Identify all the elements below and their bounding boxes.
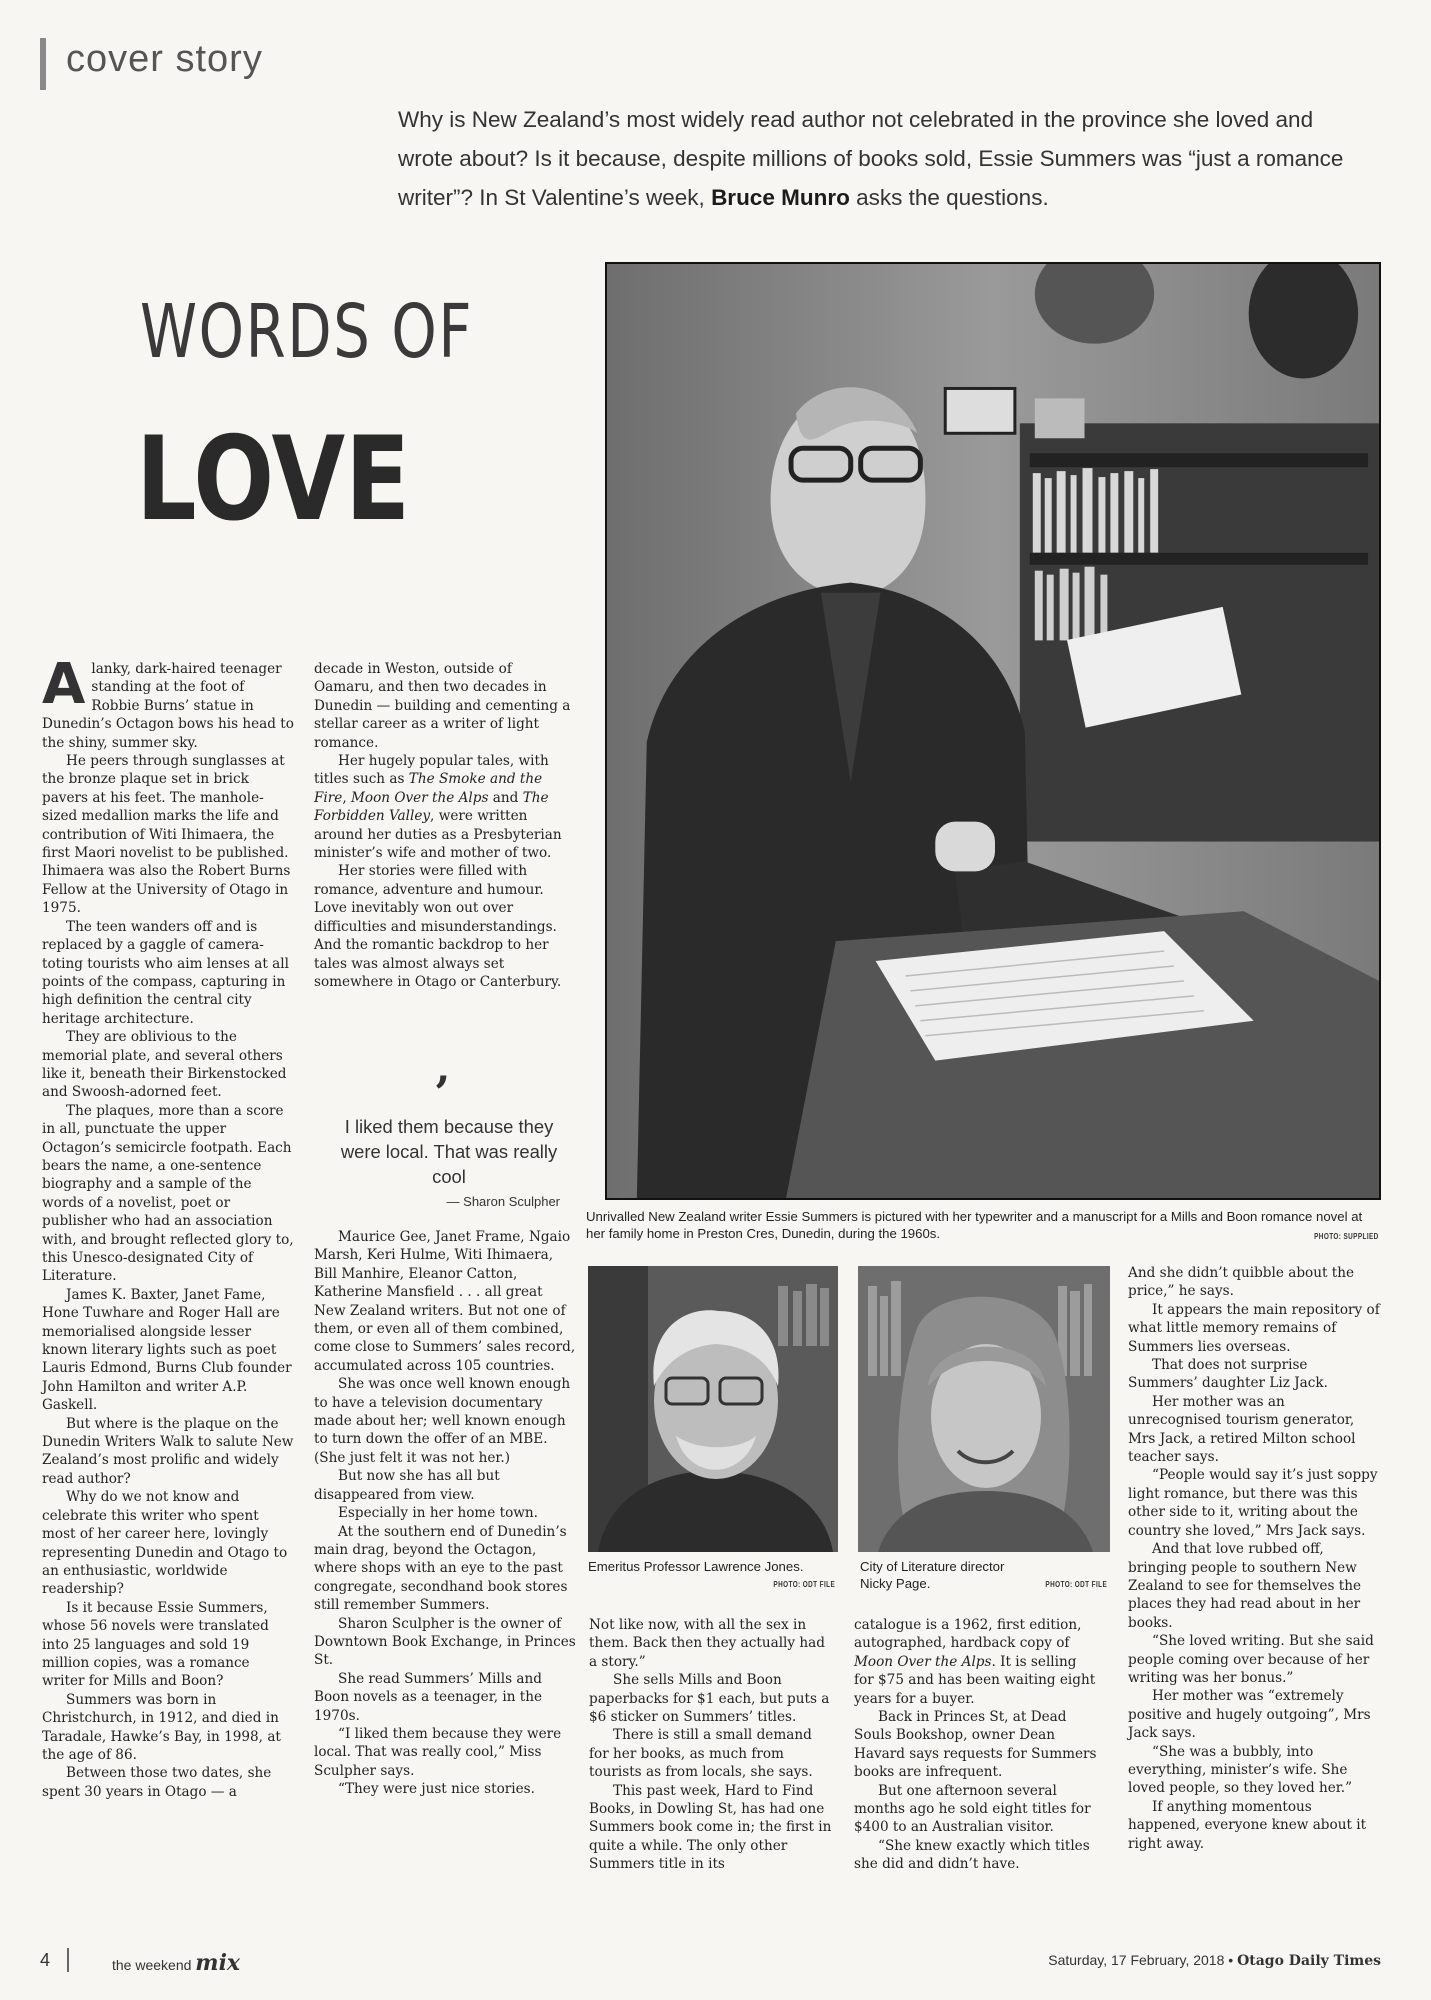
article-paragraph: The teen wanders off and is replaced by a gaggle of camera-toting tourists who aim lenses at all points of the compass, capturing in high definition the central city heritage architecture. xyxy=(42,918,289,1027)
standfirst-end: asks the questions. xyxy=(849,185,1049,210)
article-paragraph: And that love rubbed off, bringing people to southern New Zealand to see for themselves the places they had read about in her books. xyxy=(1128,1541,1362,1631)
brand-prefix: the weekend xyxy=(112,1957,192,1973)
text-run: , xyxy=(342,789,351,806)
article-paragraph: James K. Baxter, Janet Fame, Hone Tuwhare and Roger Hall are memorialised alongside lesser known literary lights such as poet Lauris Edmond, Burns Club founder John Hamilton and writer A.P. Gaskell. xyxy=(42,1286,292,1414)
article-paragraph: “She was a bubbly, into everything, minister’s wife. She loved people, so they loved her.” xyxy=(1128,1743,1353,1797)
article-paragraph: That does not surprise Summers’ daughter Liz Jack. xyxy=(1128,1357,1328,1392)
article-paragraph: The plaques, more than a score in all, punctuate the upper Octagon’s semicircle footpath. Each bears the name, a one-sentence biography and a sample of the words of a novelist, poet or publisher who had an association with, and brought reflected glory to, this Unesco-designated City of Literature. xyxy=(42,1102,294,1285)
article-paragraph xyxy=(854,1616,1097,1708)
brand-name: mix xyxy=(195,1950,241,1976)
article-paragraph: Not like now, with all the sex in them. Back then they actually had a story.” xyxy=(589,1617,825,1670)
article-paragraph: She was once well known enough to have a television documentary made about her; well known enough to turn down the offer of an MBE. (She just felt it was not her.) xyxy=(314,1376,571,1466)
text-run: catalogue is a 1962, first edition, autographed, hardback copy of xyxy=(854,1617,1082,1652)
page-photo xyxy=(858,1266,1110,1552)
book-title: The Forbidden Valley xyxy=(314,789,549,825)
standfirst-text: Why is New Zealand’s most widely read author not celebrated in the province she loved and wrote about? Is it because, despite millions of books sold, Essie Summers was “just a romance writer”? In St Valentine’s week, xyxy=(398,107,1344,210)
headline-line-1: WORDS OF xyxy=(140,289,474,375)
article-paragraph: Maurice Gee, Janet Frame, Ngaio Marsh, Keri Hulme, Witi Ihimaera, Bill Manhire, Eleanor Catton, Katherine Mansfield . . . all great New Zealand writers. But not one of them, or even all of them combined, come close to Summers’ sales record, accumulated across 105 countries. xyxy=(314,1229,576,1374)
pull-quote-attribution: — Sharon Sculpher xyxy=(446,1194,560,1209)
article-paragraph: “People would say it’s just soppy light romance, but there was this other side to it, writing about the country she loved,” Mrs Jack says. xyxy=(1128,1467,1378,1539)
issue-date: Saturday, 17 February, 2018 • xyxy=(1048,1952,1238,1968)
publication-name: Otago Daily Times xyxy=(1237,1953,1381,1969)
article-paragraph: Her mother was “extremely positive and hugely outgoing”, Mrs Jack says. xyxy=(1128,1688,1371,1742)
page-caption-line-2: Nicky Page. xyxy=(860,1576,931,1591)
article-column-2 xyxy=(314,660,576,991)
article-paragraph: “She loved writing. But she said people coming over because of her writing was her bonus.” xyxy=(1128,1633,1374,1686)
section-label: cover story xyxy=(66,38,263,80)
article-paragraph: But now she has all but disappeared from view. xyxy=(314,1468,500,1503)
pull-quote-text: I liked them because they were local. That was really cool xyxy=(340,1116,558,1187)
main-photo-caption: Unrivalled New Zealand writer Essie Summers is pictured with her typewriter and a manuscript for a Mills and Boon romance novel at her family home in Preston Cres, Dunedin, during the 1960s. xyxy=(586,1209,1363,1241)
jones-photo xyxy=(588,1266,838,1552)
article-paragraph: If anything momentous happened, everyone knew about it right away. xyxy=(1128,1798,1367,1852)
book-title: Moon Over the Alps xyxy=(854,1653,992,1670)
footer-brand xyxy=(112,1950,240,1976)
article-paragraph: lanky, dark-haired teenager standing at the foot of Robbie Burns’ statue in Dunedin’s Octagon bows his head to the shiny, summer sky. xyxy=(42,661,294,751)
article-paragraph: “I liked them because they were local. That was really cool,” Miss Sculpher says. xyxy=(314,1725,562,1779)
article-paragraph: Between those two dates, she spent 30 years in Otago — a xyxy=(42,1765,272,1800)
article-paragraph: Her stories were filled with romance, adventure and humour. Love inevitably won out over difficulties and misunderstandings. And the romantic backdrop to her tales was almost always set somewhere in Otago or Canterbury. xyxy=(314,863,562,990)
standfirst-author: Bruce Munro xyxy=(711,185,850,210)
text-run: , were written around her duties as a Presbyterian minister’s wife and mother of two. xyxy=(314,808,562,862)
headline-line-2: LOVE xyxy=(136,412,411,547)
page-number: 4 xyxy=(40,1950,51,1970)
article-paragraph: Why do we not know and celebrate this writer who spent most of her career here, lovingly representing Dunedin and Otago to an enthusiastic, worldwide readership? xyxy=(42,1489,288,1598)
article-paragraph: He peers through sunglasses at the bronze plaque set in brick pavers at his feet. The manhole-sized medallion marks the life and contribution of Witi Ihimaera, the first Maori novelist to be published. Ihimaera was also the Robert Burns Fellow at the University of Otago in 1975. xyxy=(42,753,291,917)
main-photo-credit: PHOTO: SUPPLIED xyxy=(1314,1232,1379,1241)
article-column-5 xyxy=(1128,1264,1380,1853)
article-paragraph: Sharon Sculpher is the owner of Downtown Book Exchange, in Princes St. xyxy=(314,1615,576,1669)
article-paragraph: Her mother was an unrecognised tourism generator, Mrs Jack, a retired Milton school teacher says. xyxy=(1128,1393,1356,1466)
book-title: The Smoke and the Fire xyxy=(314,771,543,806)
article-paragraph: “They were just nice stories. xyxy=(338,1781,535,1798)
article-column-1 xyxy=(42,652,294,1801)
section-bar xyxy=(40,38,46,90)
article-paragraph: At the southern end of Dunedin’s main drag, beyond the Octagon, where shops with an eye to the past congregate, secondhand book stores still remember Summers. xyxy=(314,1523,568,1614)
page-caption-line-1: City of Literature director xyxy=(860,1559,1005,1574)
text-run: . It is selling for $75 and has been waiting eight years for a buyer. xyxy=(854,1653,1096,1707)
book-title: Moon Over the Alps xyxy=(350,789,489,806)
article-column-4 xyxy=(854,1616,1097,1874)
text-run: and xyxy=(488,789,523,806)
article-paragraph: Back in Princes St, at Dead Souls Bookshop, owner Dean Havard says requests for Summers books are infrequent. xyxy=(854,1709,1097,1781)
article-paragraph: But one afternoon several months ago he sold eight titles for $400 to an Australian visitor. xyxy=(854,1782,1091,1836)
article-paragraph: This past week, Hard to Find Books, in Dowling St, has had one Summers book come in; the first in quite a while. The only other Summers title in its xyxy=(589,1782,832,1873)
article-paragraph: Summers was born in Christchurch, in 1912, and died in Taradale, Hawke’s Bay, in 1998, at the age of 86. xyxy=(42,1691,281,1763)
pull-quote-mark: ’ xyxy=(434,1066,451,1120)
main-photo xyxy=(605,262,1381,1200)
article-paragraph: She sells Mills and Boon paperbacks for $1 each, but puts a $6 sticker on Summers’ titles. xyxy=(589,1672,830,1726)
article-paragraph: Especially in her home town. xyxy=(338,1505,539,1522)
jones-credit: PHOTO: ODT FILE xyxy=(773,1580,835,1589)
article-paragraph: They are oblivious to the memorial plate, and several others like it, beneath their Birkenstocked and Swoosh-adorned feet. xyxy=(42,1029,287,1101)
footer-date xyxy=(1048,1952,1381,1969)
page-credit: PHOTO: ODT FILE xyxy=(1045,1580,1107,1589)
article-paragraph: She read Summers’ Mills and Boon novels as a teenager, in the 1970s. xyxy=(314,1670,543,1724)
jones-caption: Emeritus Professor Lawrence Jones. xyxy=(588,1559,804,1574)
footer-divider xyxy=(67,1948,69,1972)
article-paragraph: Is it because Essie Summers, whose 56 novels were translated into 25 languages and sold 19 million copies, was a romance writer for Mills and Boon? xyxy=(42,1599,269,1690)
article-paragraph: And she didn’t quibble about the price,” he says. xyxy=(1128,1265,1355,1300)
article-paragraph: But where is the plaque on the Dunedin Writers Walk to salute New Zealand’s most prolific and widely read author? xyxy=(42,1415,294,1487)
article-column-2-lower xyxy=(314,1228,576,1799)
article-paragraph: There is still a small demand for her books, as much from tourists as from locals, she says. xyxy=(589,1727,813,1781)
article-column-3 xyxy=(589,1616,834,1874)
article-paragraph xyxy=(314,752,576,862)
text-run: Her hugely popular tales, with titles such as xyxy=(314,753,549,788)
article-paragraph: decade in Weston, outside of Oamaru, and then two decades in Dunedin — building and cementing a stellar career as a writer of light romance. xyxy=(314,661,571,751)
drop-cap: A xyxy=(42,652,86,717)
article-paragraph: “She knew exactly which titles she did and didn’t have. xyxy=(854,1837,1090,1873)
standfirst xyxy=(398,100,1368,217)
article-paragraph: It appears the main repository of what little memory remains of Summers lies overseas. xyxy=(1128,1301,1380,1355)
